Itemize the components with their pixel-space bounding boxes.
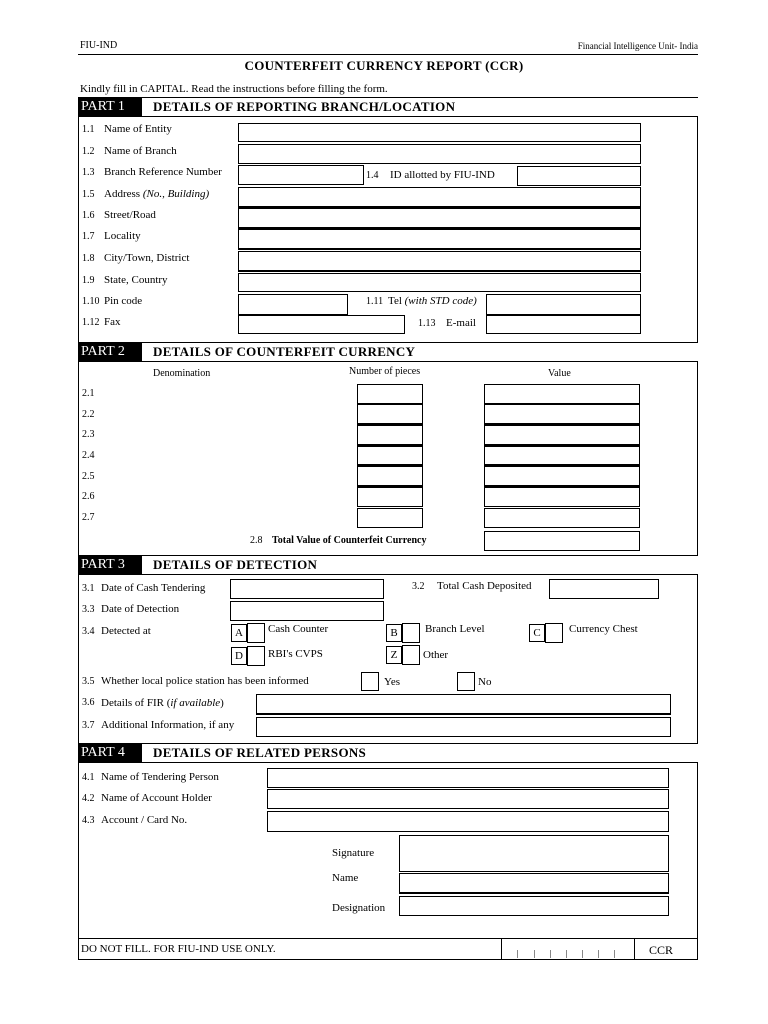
- header-left: FIU-IND: [80, 40, 118, 51]
- f1-2-label: Name of Branch: [104, 145, 177, 157]
- f1-6-label: Street/Road: [104, 209, 156, 221]
- footer-tick: [566, 950, 567, 958]
- row-2-5-num: 2.5: [82, 471, 95, 482]
- option-z-code: Z: [386, 646, 402, 664]
- part4-label: PART 4: [78, 744, 142, 762]
- account-card-input[interactable]: [267, 811, 669, 832]
- f3-7-label: Additional Information, if any: [101, 719, 235, 731]
- option-c-label: Currency Chest: [569, 623, 638, 635]
- f1-9-label: State, Country: [104, 274, 168, 286]
- f4-1-label: Name of Tendering Person: [101, 771, 219, 783]
- fiu-id-input[interactable]: [517, 166, 641, 186]
- police-yes-checkbox[interactable]: [361, 672, 379, 691]
- option-b-label: Branch Level: [425, 623, 485, 635]
- footer-tick: [614, 950, 615, 958]
- f4-2-label: Name of Account Holder: [101, 792, 212, 804]
- f1-2-num: 1.2: [82, 146, 95, 157]
- part3-section: [78, 575, 698, 743]
- f3-4-label: Detected at: [101, 625, 151, 637]
- f1-4-label: ID allotted by FIU-IND: [390, 169, 495, 181]
- f3-3-num: 3.3: [82, 604, 95, 615]
- part4-title: DETAILS OF RELATED PERSONS: [153, 745, 367, 760]
- f3-6-hint: if available: [170, 697, 221, 709]
- police-yes-label: Yes: [384, 676, 401, 688]
- footer-tick: [582, 950, 583, 958]
- part1-label: PART 1: [78, 98, 142, 116]
- f4-3-label: Account / Card No.: [101, 814, 188, 826]
- footer-code: CCR: [649, 943, 674, 957]
- locality-input[interactable]: [238, 229, 641, 250]
- total-label: Total Value of Counterfeit Currency: [272, 535, 427, 546]
- instruction-text: Kindly fill in CAPITAL. Read the instructions before filling the form.: [80, 83, 388, 95]
- f3-5-num: 3.5: [82, 676, 95, 687]
- f1-5-label: [104, 188, 209, 200]
- f3-2-label: Total Cash Deposited: [437, 580, 532, 592]
- email-input[interactable]: [486, 315, 641, 334]
- f4-1-num: 4.1: [82, 772, 95, 783]
- option-c-code: C: [529, 624, 545, 642]
- option-a-label: Cash Counter: [268, 623, 329, 635]
- f3-6-close: ): [220, 697, 224, 709]
- additional-info-input[interactable]: [256, 717, 671, 737]
- footer-note: DO NOT FILL. FOR FIU-IND USE ONLY.: [81, 943, 276, 955]
- f1-11-num: 1.11: [366, 296, 384, 307]
- f1-12-num: 1.12: [82, 317, 100, 328]
- f1-11-hint: (with STD code): [404, 295, 477, 307]
- pieces-2-6-input[interactable]: [357, 487, 423, 507]
- street-input[interactable]: [238, 208, 641, 229]
- designation-label: Designation: [332, 902, 386, 914]
- footer-divider-1: [501, 939, 502, 959]
- row-2-4-num: 2.4: [82, 450, 95, 461]
- col-denomination: Denomination: [153, 368, 211, 379]
- f1-4-num: 1.4: [366, 170, 379, 181]
- form-title: COUNTERFEIT CURRENCY REPORT (CCR): [244, 58, 524, 73]
- value-2-4-input[interactable]: [484, 446, 640, 466]
- col-pieces: Number of pieces: [349, 366, 421, 377]
- f1-11-label-text: Tel: [388, 295, 402, 307]
- date-cash-tendering-input[interactable]: [230, 579, 384, 599]
- f1-7-label: Locality: [104, 230, 141, 242]
- name-of-branch-input[interactable]: [238, 144, 641, 164]
- part4-section: [78, 763, 698, 938]
- f3-1-label: Date of Cash Tendering: [101, 582, 206, 594]
- value-2-2-input[interactable]: [484, 404, 640, 425]
- option-d-label: RBI's CVPS: [268, 648, 323, 660]
- option-a-code: A: [231, 624, 247, 642]
- part1-section: [78, 117, 698, 342]
- f3-6-label: [101, 697, 224, 709]
- signature-label: Signature: [332, 847, 375, 859]
- pieces-2-1-input[interactable]: [357, 384, 423, 404]
- branch-reference-input[interactable]: [238, 165, 364, 185]
- f3-4-num: 3.4: [82, 626, 95, 637]
- value-2-6-input[interactable]: [484, 487, 640, 507]
- option-b-code: B: [386, 624, 402, 642]
- footer-tick: [517, 950, 518, 958]
- f3-3-label: Date of Detection: [101, 603, 180, 615]
- f1-5-label-text: Address: [104, 188, 141, 200]
- f1-5-num: 1.5: [82, 189, 95, 200]
- signatory-name-input[interactable]: [399, 873, 669, 894]
- pieces-2-7-input[interactable]: [357, 508, 423, 528]
- footer-tick: [550, 950, 551, 958]
- row-2-6-num: 2.6: [82, 491, 95, 502]
- option-a-checkbox[interactable]: [247, 623, 265, 643]
- pieces-2-2-input[interactable]: [357, 404, 423, 425]
- f1-10-num: 1.10: [82, 296, 100, 307]
- part3-label: PART 3: [78, 556, 142, 574]
- part2-label: PART 2: [78, 343, 142, 361]
- part1-header: [78, 97, 698, 117]
- part4-header: [78, 743, 698, 763]
- fax-input[interactable]: [238, 315, 405, 334]
- option-d-code: D: [231, 647, 247, 665]
- account-holder-input[interactable]: [267, 789, 669, 809]
- f1-6-num: 1.6: [82, 210, 95, 221]
- f1-13-label: E-mail: [446, 317, 476, 329]
- option-z-checkbox[interactable]: [402, 645, 420, 665]
- f1-11-label: [388, 295, 477, 307]
- f4-3-num: 4.3: [82, 815, 95, 826]
- f4-2-num: 4.2: [82, 793, 95, 804]
- part3-header: [78, 555, 698, 575]
- total-cash-deposited-input[interactable]: [549, 579, 659, 599]
- address-input[interactable]: [238, 187, 641, 208]
- f3-6-num: 3.6: [82, 697, 95, 708]
- f1-8-num: 1.8: [82, 253, 95, 264]
- fir-details-input[interactable]: [256, 694, 671, 715]
- state-country-input[interactable]: [238, 273, 641, 292]
- f1-3-num: 1.3: [82, 167, 95, 178]
- option-d-checkbox[interactable]: [247, 646, 265, 666]
- col-value: Value: [548, 368, 571, 379]
- option-c-checkbox[interactable]: [545, 623, 563, 643]
- tendering-person-input[interactable]: [267, 768, 669, 788]
- designation-input[interactable]: [399, 896, 669, 916]
- f1-7-num: 1.7: [82, 231, 95, 242]
- f3-6-label-text: Details of FIR (: [101, 697, 171, 709]
- value-2-3-input[interactable]: [484, 425, 640, 446]
- part2-section: [78, 362, 698, 555]
- f1-8-label: City/Town, District: [104, 252, 190, 264]
- name-of-entity-input[interactable]: [238, 123, 641, 142]
- tel-input[interactable]: [486, 294, 641, 315]
- part2-title: DETAILS OF COUNTERFEIT CURRENCY: [153, 344, 416, 359]
- pin-code-input[interactable]: [238, 294, 348, 315]
- pieces-2-3-input[interactable]: [357, 425, 423, 446]
- pieces-2-5-input[interactable]: [357, 466, 423, 487]
- f3-5-label: Whether local police station has been informed: [101, 675, 309, 687]
- f3-1-num: 3.1: [82, 583, 95, 594]
- police-no-label: No: [478, 676, 492, 688]
- footer-divider-2: [634, 939, 635, 959]
- part2-header: [78, 342, 698, 362]
- f3-7-num: 3.7: [82, 720, 95, 731]
- police-no-checkbox[interactable]: [457, 672, 475, 691]
- value-2-1-input[interactable]: [484, 384, 640, 404]
- pieces-2-4-input[interactable]: [357, 446, 423, 466]
- header-right: Financial Intelligence Unit- India: [577, 41, 698, 51]
- date-of-detection-input[interactable]: [230, 601, 384, 621]
- footer-bar: [78, 938, 698, 960]
- f1-3-label: Branch Reference Number: [104, 166, 222, 178]
- part1-title: DETAILS OF REPORTING BRANCH/LOCATION: [153, 99, 456, 114]
- footer-tick: [534, 950, 535, 958]
- row-2-2-num: 2.2: [82, 409, 95, 420]
- row-2-7-num: 2.7: [82, 512, 95, 523]
- footer-tick: [598, 950, 599, 958]
- f1-12-label: Fax: [104, 316, 121, 328]
- total-value-input[interactable]: [484, 531, 640, 551]
- option-z-label: Other: [423, 649, 449, 661]
- f1-1-num: 1.1: [82, 124, 95, 135]
- name-label: Name: [332, 872, 359, 884]
- f1-1-label: Name of Entity: [104, 123, 172, 135]
- signature-box[interactable]: [399, 835, 669, 872]
- option-b-checkbox[interactable]: [402, 623, 420, 643]
- f1-9-num: 1.9: [82, 275, 95, 286]
- f1-10-label: Pin code: [104, 295, 143, 307]
- row-2-3-num: 2.3: [82, 429, 95, 440]
- f1-13-num: 1.13: [418, 318, 436, 329]
- city-input[interactable]: [238, 251, 641, 272]
- part3-title: DETAILS OF DETECTION: [153, 557, 318, 572]
- value-2-5-input[interactable]: [484, 466, 640, 487]
- row-2-1-num: 2.1: [82, 388, 95, 399]
- total-num: 2.8: [250, 535, 263, 546]
- value-2-7-input[interactable]: [484, 508, 640, 528]
- f1-5-hint: (No., Building): [142, 188, 210, 200]
- header-rule: [78, 54, 698, 55]
- f3-2-num: 3.2: [412, 581, 425, 592]
